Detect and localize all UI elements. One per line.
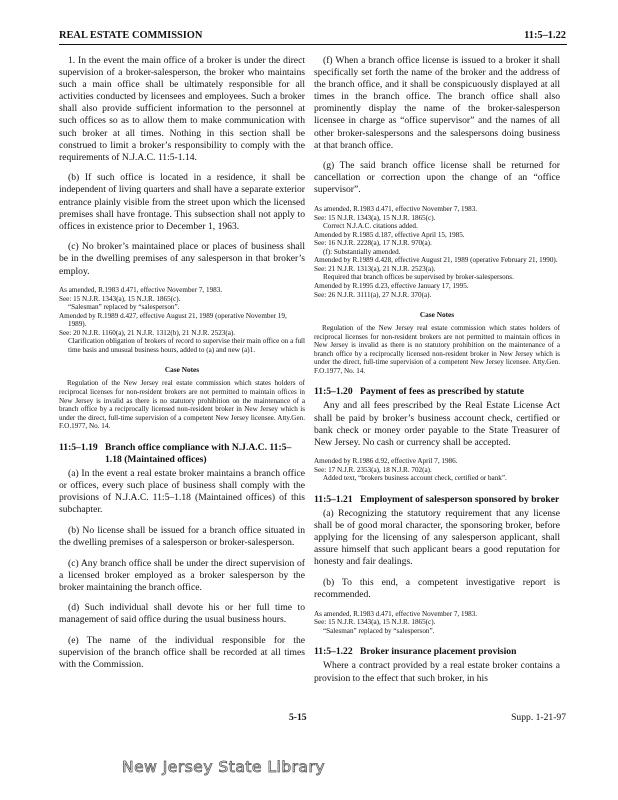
history-line: Amended by R.1989 d.427, effective August 21, 1989 (operative November 19, 1989). bbox=[59, 311, 287, 329]
history-notes-1-21 bbox=[314, 610, 560, 636]
library-stamp: New Jersey State Library bbox=[122, 758, 326, 776]
section-title: Broker insurance placement provision bbox=[360, 646, 517, 658]
paragraph-119-b: (b) No license shall be issued for a branch office situated in the dwelling premises of a salesperson or broker-salesperson. bbox=[59, 524, 305, 548]
paragraph-120: Any and all fees prescribed by the Real Estate License Act shall be paid by broker’s business account check, certified or bank check or money order payable to the State Treasurer of New Jersey. No cash or currency shall be accepted. bbox=[314, 400, 560, 448]
supplement-date: Supp. 1-21-97 bbox=[511, 712, 566, 723]
left-column bbox=[59, 55, 305, 680]
history-line: As amended, R.1983 d.471, effective November 7, 1983. bbox=[314, 609, 478, 618]
running-header-title: REAL ESTATE COMMISSION bbox=[59, 30, 203, 41]
history-line: As amended, R.1983 d.471, effective November 7, 1983. bbox=[59, 286, 223, 295]
section-number: 11:5–1.19 bbox=[59, 441, 98, 453]
history-line: Added text, “brokers business account check, certified or bank”. bbox=[323, 474, 507, 483]
paragraph-119-c: (c) Any branch office shall be under the direct supervision of a licensed broker employed as a broker salesperson by the broker maintaining the branch office. bbox=[59, 557, 305, 593]
history-line: “Salesman” replaced by “salesperson”. bbox=[68, 303, 180, 312]
history-line: See: 15 N.J.R. 1343(a), 15 N.J.R. 1865(c). bbox=[314, 618, 436, 627]
history-line: Amended by R.1995 d.23, effective January 17, 1995. bbox=[314, 281, 469, 290]
page-number: 5-15 bbox=[289, 712, 307, 723]
section-number: 11:5–1.22 bbox=[314, 646, 353, 658]
case-notes-text: Regulation of the New Jersey real estate commission which states holders of reciprocal licenses for non-resident brokers are not permitted to maintain offices in New Jersey is invalid as there is no statutory prohibition on the maintenance of a branch office by a reciprocally licensed non-resident broker in New Jersey which is under the direct, full-time supervision of a competent New Jersey licensee. Atty.Gen. F.O.1977, No. 14. bbox=[314, 324, 560, 375]
section-number: 11:5–1.20 bbox=[314, 386, 353, 398]
history-line: As amended, R.1983 d.471, effective November 7, 1983. bbox=[314, 205, 478, 214]
paragraph-119-a: (a) In the event a real estate broker maintains a branch office or offices, every such place of business shall comply with the provisions of N.J.A.C. 11:5–1.18 (Maintained offices) of this subchapter. bbox=[59, 467, 305, 516]
history-line: Amended by R.1985 d.187, effective April 15, 1985. bbox=[314, 230, 465, 239]
paragraph-c: (c) No broker’s maintained place or places of business shall be in the dwelling premises of any salesperson in that broker’s employ. bbox=[59, 241, 305, 277]
history-line: See: 15 N.J.R. 1343(a), 15 N.J.R. 1865(c). bbox=[59, 294, 181, 303]
history-line: Correct N.J.A.C. citations added. bbox=[323, 222, 418, 231]
running-header-section: 11:5–1.22 bbox=[524, 30, 566, 41]
history-line: “Salesman” replaced by “salesperson”. bbox=[323, 626, 435, 635]
history-line: See: 16 N.J.R. 2228(a), 17 N.J.R. 970(a). bbox=[314, 239, 432, 248]
history-line: See: 21 N.J.R. 1313(a), 21 N.J.R. 2523(a). bbox=[314, 264, 436, 273]
paragraph-121-b: (b) To this end, a competent investigative report is recommended. bbox=[314, 577, 560, 601]
history-line: Required that branch offices be supervised by broker-salespersons. bbox=[323, 273, 514, 282]
section-title: Payment of fees as prescribed by statute bbox=[360, 386, 524, 398]
history-notes-1-19 bbox=[314, 205, 560, 299]
section-heading-1-21 bbox=[314, 494, 560, 506]
paragraph-b: (b) If such office is located in a residence, it shall be independent of living quarters and shall have a separate exterior entrance plainly visible from the street upon which the licensed premises shall have frontage. This subsection shall not apply to offices in existence prior to December 1, 1963. bbox=[59, 172, 305, 232]
history-notes-1-18 bbox=[59, 286, 305, 354]
history-line: Amended by R.1986 d.92, effective April 7, 1986. bbox=[314, 457, 458, 466]
history-line: (f): Substantially amended. bbox=[323, 247, 401, 256]
history-notes-1-20 bbox=[314, 457, 560, 483]
case-notes-heading: Case Notes bbox=[419, 310, 455, 320]
paragraph-a1: 1. In the event the main office of a broker is under the direct supervision of a broker-salesperson, the broker who maintains such a main office shall be ultimately responsible for all activities conducted by licensees and employees. Such a broker shall also provide sufficient information to the personnel at such offices so as to allow them to make communication with such broker at all times. Nothing in this section shall be construed to limit a broker’s responsibility to comply with the requirements of N.J.A.C. 11:5-1.14. bbox=[59, 55, 305, 163]
paragraph-119-e: (e) The name of the individual responsible for the supervision of the branch office shall be recorded at all times with the Commission. bbox=[59, 634, 305, 671]
section-number: 11:5–1.21 bbox=[314, 493, 353, 505]
history-line: See: 20 N.J.R. 1160(a), 21 N.J.R. 1312(b), 21 N.J.R. 2523(a). bbox=[59, 328, 236, 337]
history-line: Clarification obligation of brokers of record to supervise their main office on a full time basis and unusual business hours, added to (a) and new (a)1. bbox=[68, 337, 305, 354]
section-heading-1-20 bbox=[314, 386, 560, 398]
section-title: Employment of salesperson sponsored by broker bbox=[360, 493, 560, 505]
section-heading-1-22 bbox=[314, 646, 560, 658]
section-title: Branch office compliance with N.J.A.C. 11:5–1.18 (Maintained offices) bbox=[105, 441, 292, 465]
history-line: See: 26 N.J.R. 3111(a), 27 N.J.R. 370(a). bbox=[314, 290, 432, 299]
case-notes-heading: Case Notes bbox=[164, 365, 200, 375]
history-line: Amended by R.1989 d.428, effective August 21, 1989 (operative February 21, 1990). bbox=[314, 256, 558, 265]
section-heading-1-19 bbox=[59, 442, 305, 466]
case-notes-text: Regulation of the New Jersey real estate commission which states holders of reciprocal licenses for non-resident brokers are not permitted to maintain offices in New Jersey is invalid as there is no statutory prohibition on the maintenance of a branch office by a reciprocally licensed non-resident broker in New Jersey which is under the direct, full-time supervision of a competent New Jersey licensee. Atty.Gen. F.O.1977, No. 14. bbox=[59, 379, 305, 431]
header-rule bbox=[59, 44, 567, 45]
paragraph-122: Where a contract provided by a real estate broker contains a provision to the effect that such broker, in his bbox=[314, 660, 560, 684]
history-line: See: 15 N.J.R. 1343(a), 15 N.J.R. 1865(c). bbox=[314, 213, 436, 222]
paragraph-119-f: (f) When a branch office license is issued to a broker it shall specifically set forth the name of the broker and the address of the branch office, and it shall be conspicuously displayed at all times in the branch office. The branch office shall also prominently display the name of the broker-salesperson licensee in charge as “office supervisor” and the names of all other broker-salespersons and the salespersons doing business at that branch office. bbox=[314, 55, 560, 151]
right-column bbox=[314, 55, 560, 685]
history-line: See: 17 N.J.R. 2353(a), 18 N.J.R. 702(a). bbox=[314, 465, 432, 474]
paragraph-119-g: (g) The said branch office license shall be returned for cancellation or correction upon the change of an “office supervisor”. bbox=[314, 160, 560, 196]
paragraph-121-a: (a) Recognizing the statutory requirement that any license shall be of good moral character, the sponsoring broker, before applying for the licensing of any salesperson applicant, shall assure himself that such applicant bears a good reputation for honesty and fair dealings. bbox=[314, 508, 560, 568]
paragraph-119-d: (d) Such individual shall devote his or her full time to management of said office during the usual business hours. bbox=[59, 602, 305, 626]
